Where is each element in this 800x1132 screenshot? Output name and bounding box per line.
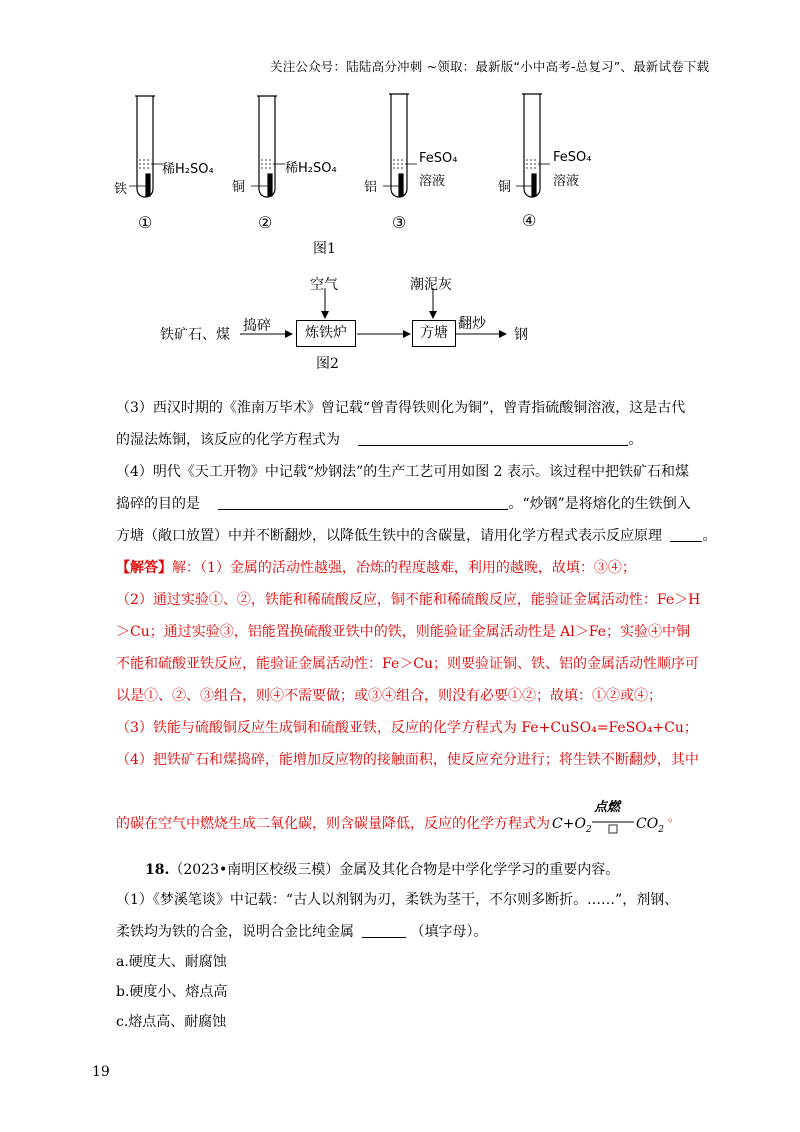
q4-line1: （4）明代《天工开物》中记载“炒钢法”的生产工艺可用如图 2 表示。该过程中把铁矿石和煤 [116,464,690,480]
q3-line2-text: 的湿法炼铜，该反应的化学方程式为 [116,432,340,448]
tube-1-metal: 铁 [114,182,128,197]
tube-1-liquid: 稀H₂SO₄ [162,162,214,177]
q18-line2 [116,922,487,942]
figure-2 [0,262,800,374]
q4-equation-blank[interactable] [670,527,702,542]
page-number: 19 [92,1064,110,1080]
combustion-equation [552,796,682,840]
equation-left-sub: 2 [585,824,592,835]
q18-intro [145,860,619,880]
tube-4-number: ④ [522,211,537,230]
equation-products [636,816,664,835]
test-tube-1 [129,96,163,197]
equation-left: C+O [552,816,586,832]
test-tube-4 [516,94,550,197]
q18-line1: （1）《梦溪笔谈》中记载：“古人以剂钢为刃，柔铁为茎干，不尔则多断折。……”，剂钢、 [116,892,679,908]
page-header: 关注公众号：陆陆高分冲刺 ~领取：最新版“小中高考-总复习”、最新试卷下载 [270,59,710,74]
option-b: b.硬度小、熔点高 [116,984,228,1000]
metal-strip [146,174,150,196]
answer-line7: （4）把铁矿石和煤捣碎，能增加反应物的接触面积，使反应充分进行；将生铁不断翻炒，其中 [116,752,699,768]
answer-label: 【解答】 [116,560,172,576]
answer-line5: 以是①、②、③组合，则④不需要做；或③④组合，则没有必要①②；故填：①②或④； [116,688,662,704]
tube-2-metal: 铜 [232,180,246,195]
q18-number: 18. [145,862,170,878]
q18-intro-text: （2023•南明区校级三模）金属及其化合物是中学化学学习的重要内容。 [169,862,620,878]
flow-input: 铁矿石、煤 [160,327,230,343]
q18-answer-blank[interactable] [362,923,406,938]
tube-3-liquid-line2: 溶液 [419,174,446,189]
answer-line8: 的碳在空气中燃烧生成二氧化碳，则含碳量降低，反应的化学方程式为 [116,816,550,832]
answer-line2: （2）通过实验①、②，铁能和稀硫酸反应，铜不能和稀硫酸反应，能验证金属活动性：Fe＞H [116,592,701,608]
q18-line2-text: 柔铁均为铁的合金，说明合金比纯金属 [116,924,354,940]
figure-1 [0,0,800,260]
tube-4-liquid-line2: 溶液 [553,174,580,189]
metal-strip [268,174,272,196]
q3-line2-end: 。 [628,432,643,448]
figure-2-caption: 图2 [316,356,339,372]
q18-line2-tail: （填字母）。 [410,924,488,940]
flow-step-stir: 翻炒 [458,316,486,332]
q4-line2-tail: 。“炒钢”是将熔化的生铁倒入 [508,496,691,512]
tube-2-number: ② [258,213,273,232]
q4-line3-text: 方塘（敞口放置）中并不断翻炒，以降低生铁中的含碳量，请用化学方程式表示反应原理 [116,528,662,544]
tube-2-liquid: 稀H₂SO₄ [285,161,337,176]
process-flow-arrows [0,262,800,374]
q4-purpose-blank[interactable] [218,495,508,510]
flow-output: 钢 [514,327,528,343]
q3-line1: （3）西汉时期的《淮南万毕术》曾记载“曾青得铁则化为铜”，曾青指硫酸铜溶液，这是古代 [116,400,686,416]
answer-line1 [116,558,636,578]
flow-air: 空气 [310,277,338,293]
answer-line4: 不能和硫酸亚铁反应，能验证金属活动性：Fe＞Cu；则要验证铜、铁、铝的金属活动性顺序可 [116,656,699,672]
tube-4-metal: 铜 [498,180,512,195]
q4-line3-end: 。 [702,528,717,544]
answer-line1-text: 解：（1）金属的活动性越强，冶炼的程度越难，利用的越晚，故填：③④； [172,560,636,576]
tube-4-liquid: FeSO₄ [553,150,592,165]
q3-answer-blank[interactable] [358,431,628,446]
test-tube-2 [251,96,285,197]
flow-mud-ash: 潮泥灰 [410,277,452,293]
q4-line3 [116,526,716,546]
q4-line2 [116,494,691,514]
furnace-box: 炼铁炉 [296,320,356,347]
answer-line6: （3）铁能与硫酸铜反应生成铜和硫酸亚铁，反应的化学方程式为 Fe+CuSO₄=FeSO₄+Cu； [116,720,698,736]
q3-line2 [116,430,642,450]
option-c: c.熔点高、耐腐蚀 [116,1014,227,1030]
test-tube-3 [383,94,417,197]
answer-line3: ＞Cu；通过实验③，铝能置换硫酸亚铁中的铁，则能验证金属活动性是 Al＞Fe；实验④中铜 [116,624,690,640]
tube-3-liquid: FeSO₄ [419,151,458,166]
q4-line2-text: 捣碎的目的是 [116,496,200,512]
tube-3-metal: 铝 [364,180,378,195]
equation-reactants [552,816,592,835]
equation-condition: 点燃 [594,800,621,815]
figure-1-caption: 图1 [313,241,336,257]
option-a: a.硬度大、耐腐蚀 [116,954,227,970]
metal-strip [399,174,403,196]
pond-box: 方塘 [412,320,456,347]
tube-3-number: ③ [392,213,407,232]
flow-step-crush: 捣碎 [243,318,271,334]
metal-strip [532,174,536,196]
equation-right: CO [636,816,659,832]
equation-right-sub: 2 [658,824,664,835]
tube-1-number: ① [138,213,153,232]
equation-end: 。 [668,810,681,824]
